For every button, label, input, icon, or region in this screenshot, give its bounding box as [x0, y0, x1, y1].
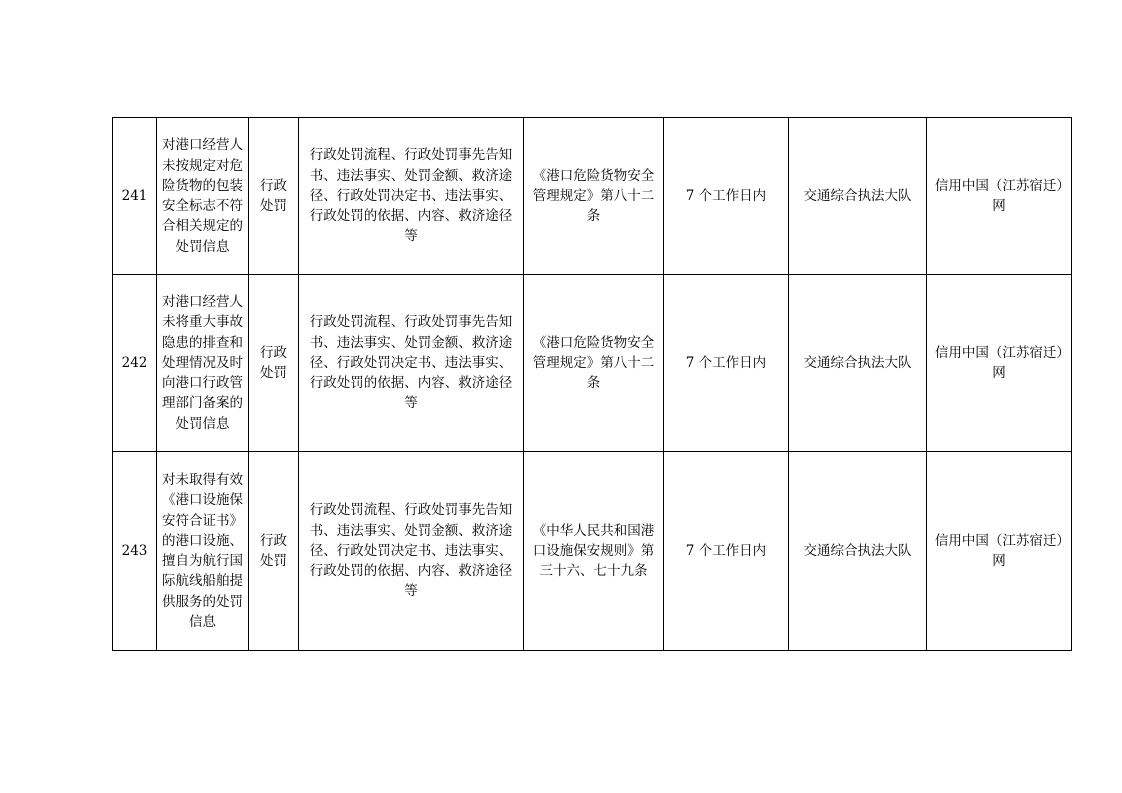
cell-legal-basis: 《港口危险货物安全管理规定》第八十二条: [524, 118, 664, 275]
cell-legal-basis: 《港口危险货物安全管理规定》第八十二条: [524, 275, 664, 452]
cell-responsible-dept: 交通综合执法大队: [789, 118, 927, 275]
cell-item-name: 对港口经营人未将重大事故隐患的排查和处理情况及时向港口行政管理部门备案的处罚信息: [157, 275, 249, 452]
cell-responsible-dept: 交通综合执法大队: [789, 452, 927, 651]
cell-index: 242: [113, 275, 157, 452]
cell-type: 行政处罚: [249, 452, 299, 651]
cell-item-name: 对未取得有效《港口设施保安符合证书》的港口设施、擅自为航行国际航线船舶提供服务的处罚信息: [157, 452, 249, 651]
cell-index: 243: [113, 452, 157, 651]
cell-legal-basis: 《中华人民共和国港口设施保安规则》第三十六、七十九条: [524, 452, 664, 651]
cell-disclosure-content: 行政处罚流程、行政处罚事先告知书、违法事实、处罚金额、救济途径、行政处罚决定书、违法事实、行政处罚的依据、内容、救济途径等: [299, 118, 524, 275]
table-row: [113, 452, 1072, 651]
cell-website: 信用中国（江苏宿迁）网: [927, 118, 1072, 275]
punishment-disclosure-table: [112, 117, 1072, 651]
table-container: [112, 117, 1064, 651]
table-row: [113, 118, 1072, 275]
cell-time-limit: 7 个工作日内: [664, 118, 789, 275]
cell-type: 行政处罚: [249, 118, 299, 275]
table-row: [113, 275, 1072, 452]
cell-type: 行政处罚: [249, 275, 299, 452]
cell-index: 241: [113, 118, 157, 275]
cell-item-name: 对港口经营人未按规定对危险货物的包装安全标志不符合相关规定的处罚信息: [157, 118, 249, 275]
cell-website: 信用中国（江苏宿迁）网: [927, 452, 1072, 651]
cell-disclosure-content: 行政处罚流程、行政处罚事先告知书、违法事实、处罚金额、救济途径、行政处罚决定书、违法事实、行政处罚的依据、内容、救济途径等: [299, 275, 524, 452]
cell-time-limit: 7 个工作日内: [664, 275, 789, 452]
cell-disclosure-content: 行政处罚流程、行政处罚事先告知书、违法事实、处罚金额、救济途径、行政处罚决定书、违法事实、行政处罚的依据、内容、救济途径等: [299, 452, 524, 651]
cell-responsible-dept: 交通综合执法大队: [789, 275, 927, 452]
cell-time-limit: 7 个工作日内: [664, 452, 789, 651]
cell-website: 信用中国（江苏宿迁）网: [927, 275, 1072, 452]
